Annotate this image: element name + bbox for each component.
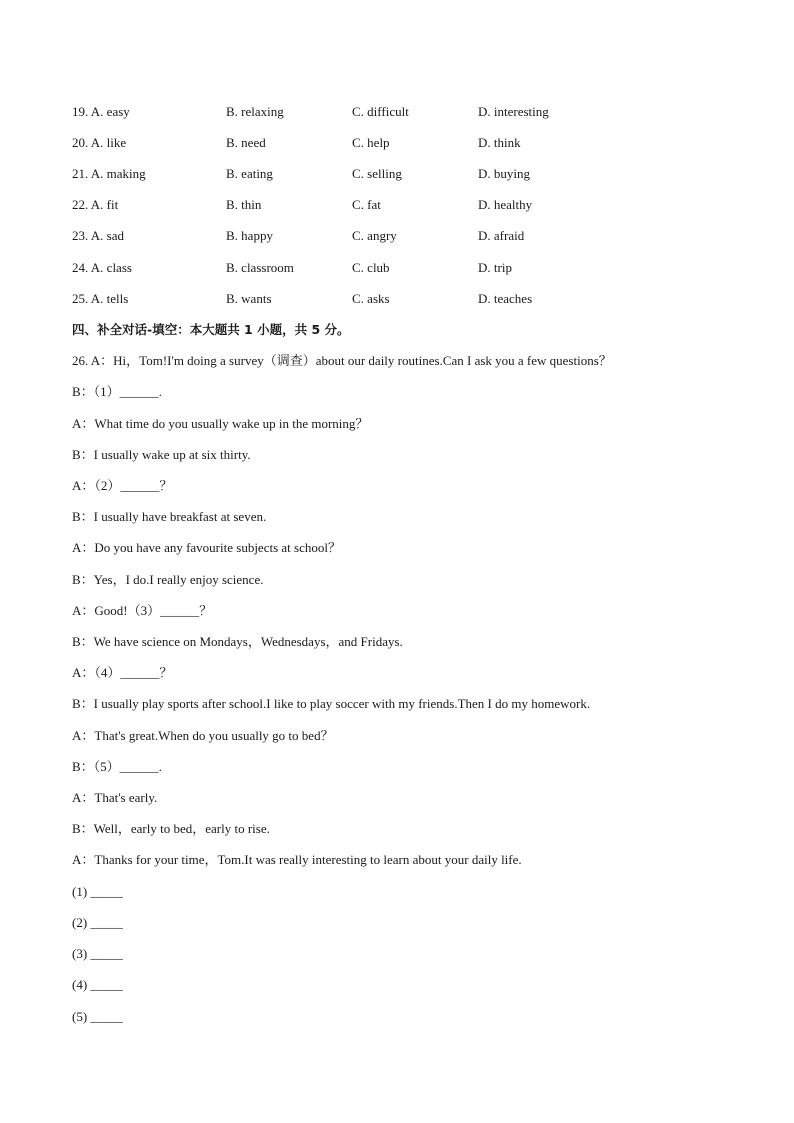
answer-blank-3[interactable]: (3) _____ xyxy=(72,946,123,961)
dialogue-line: A：That's great.When do you usually go to bed？ xyxy=(72,728,334,743)
dialogue-line: 26. A：Hi，Tom!I'm doing a survey（调查）about our daily routines.Can I ask you a few questions？ xyxy=(72,353,612,368)
option-d: D. trip xyxy=(478,260,512,275)
dialogue-line: B：Well，early to bed，early to rise. xyxy=(72,821,270,836)
dialogue-line: A：What time do you usually wake up in the morning？ xyxy=(72,416,369,431)
option-a: 21. A. making xyxy=(72,166,146,181)
dialogue-line: A：That's early. xyxy=(72,790,158,805)
option-b: B. wants xyxy=(226,291,272,306)
option-c: C. angry xyxy=(352,228,397,243)
dialogue-line: B：We have science on Mondays，Wednesdays，and Fridays. xyxy=(72,634,403,649)
section-title: 四、补全对话-填空：本大题共 1 小题，共 5 分。 xyxy=(72,322,350,337)
dialogue-line: B：I usually wake up at six thirty. xyxy=(72,447,251,462)
option-d: D. think xyxy=(478,135,521,150)
option-c: C. asks xyxy=(352,291,390,306)
option-c: C. fat xyxy=(352,197,381,212)
option-c: C. selling xyxy=(352,166,402,181)
option-a: 19. A. easy xyxy=(72,104,130,119)
dialogue-line: A：Thanks for your time，Tom.It was really interesting to learn about your daily life. xyxy=(72,852,522,867)
option-a: 25. A. tells xyxy=(72,291,129,306)
option-b: B. classroom xyxy=(226,260,294,275)
option-c: C. club xyxy=(352,260,390,275)
answer-blank-5[interactable]: (5) _____ xyxy=(72,1009,123,1024)
option-d: D. teaches xyxy=(478,291,533,306)
option-b: B. eating xyxy=(226,166,273,181)
option-b: B. relaxing xyxy=(226,104,284,119)
answer-blank-2[interactable]: (2) _____ xyxy=(72,915,123,930)
option-a: 22. A. fit xyxy=(72,197,119,212)
dialogue-line: B：Yes，I do.I really enjoy science. xyxy=(72,572,264,587)
dialogue-line: A：Good!（3）______？ xyxy=(72,603,213,618)
option-b: B. thin xyxy=(226,197,262,212)
dialogue-line: B：I usually play sports after school.I like to play soccer with my friends.Then I do my homework. xyxy=(72,696,591,711)
option-a: 20. A. like xyxy=(72,135,127,150)
dialogue-line: B：（5）______. xyxy=(72,759,162,774)
option-d: D. healthy xyxy=(478,197,533,212)
dialogue-line: A：（2）______？ xyxy=(72,478,173,493)
option-b: B. need xyxy=(226,135,266,150)
option-d: D. afraid xyxy=(478,228,525,243)
answer-blank-1[interactable]: (1) _____ xyxy=(72,884,123,899)
option-d: D. interesting xyxy=(478,104,549,119)
option-c: C. difficult xyxy=(352,104,409,119)
dialogue-line: B：（1）______. xyxy=(72,384,162,399)
dialogue-line: A：（4）______？ xyxy=(72,665,173,680)
option-a: 24. A. class xyxy=(72,260,132,275)
dialogue-line: B：I usually have breakfast at seven. xyxy=(72,509,267,524)
dialogue-line: A：Do you have any favourite subjects at school？ xyxy=(72,540,341,555)
answer-blank-4[interactable]: (4) _____ xyxy=(72,977,123,992)
option-a: 23. A. sad xyxy=(72,228,124,243)
option-c: C. help xyxy=(352,135,390,150)
option-b: B. happy xyxy=(226,228,273,243)
option-d: D. buying xyxy=(478,166,530,181)
